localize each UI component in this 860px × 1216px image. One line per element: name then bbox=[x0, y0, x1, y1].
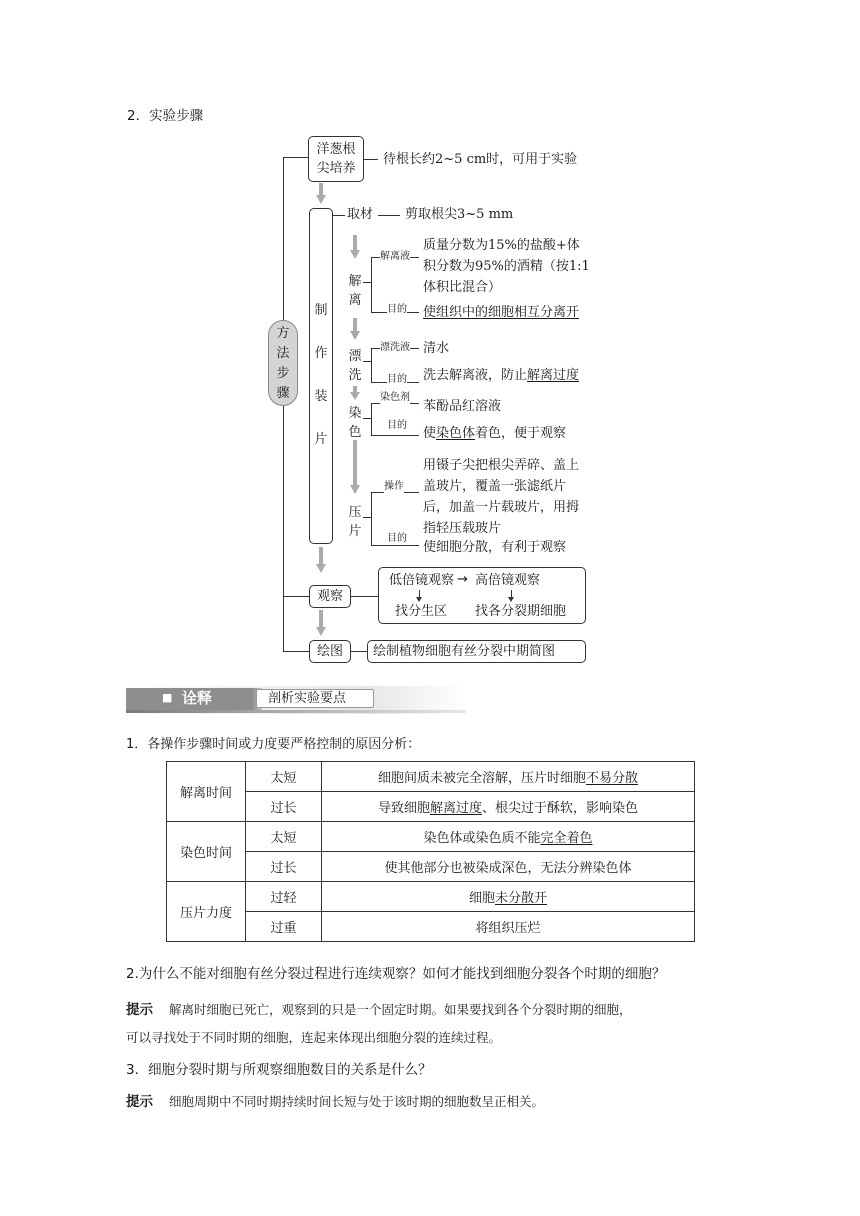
q3-hint: 提示 细胞周期中不同时期持续时间长短与处于该时期的细胞数呈正相关。 bbox=[126, 1094, 545, 1110]
sampling-label: 取材 bbox=[347, 207, 374, 222]
purpose-tag: 目的 bbox=[387, 304, 407, 315]
group-cell: 解离时间 bbox=[167, 762, 246, 822]
make-slide-box bbox=[309, 208, 333, 544]
rinsing-fluid-tag: 漂洗液 bbox=[380, 342, 410, 353]
rinsing-label: 漂 洗 bbox=[348, 349, 362, 383]
q2-title: 2.为什么不能对细胞有丝分裂过程进行连续观察？如何才能找到细胞分裂各个时期的细胞？ bbox=[126, 966, 666, 982]
reason-cell: 细胞间质未被完全溶解，压片时细胞不易分散 bbox=[322, 762, 695, 792]
stain-text: 苯酚品红溶液 bbox=[423, 399, 502, 414]
down-arrow-icon bbox=[316, 610, 326, 638]
down-arrow-icon bbox=[350, 235, 360, 261]
find-phases-text: 找各分裂期细胞 bbox=[475, 604, 567, 619]
draw-box bbox=[309, 640, 351, 663]
q1-title: 1．各操作步骤时间或力度要严格控制的原因分析： bbox=[126, 737, 421, 752]
reason-cell: 染色体或染色质不能完全着色 bbox=[322, 822, 695, 852]
table-row bbox=[167, 852, 695, 882]
pressing-operation-text: 用镊子尖把根尖弄碎、盖上 盖玻片，覆盖一张滤纸片 后，加盖一片载玻片，用拇 指轻压载玻片 bbox=[423, 458, 580, 536]
table-row bbox=[167, 822, 695, 852]
table-row bbox=[167, 912, 695, 942]
dissociation-purpose: 使组织中的细胞相互分离开 bbox=[423, 305, 580, 320]
down-arrow-icon bbox=[316, 183, 326, 205]
observe-detail-box bbox=[378, 567, 586, 624]
onion-root-culture-box bbox=[308, 136, 364, 182]
reason-cell: 使其他部分也被染成深色，无法分辨染色体 bbox=[322, 852, 695, 882]
interpretation-banner bbox=[126, 686, 466, 714]
find-meristem-text: 找分生区 bbox=[395, 604, 448, 619]
make-char: 制 bbox=[314, 303, 328, 318]
node-label: 尖培养 bbox=[316, 161, 356, 176]
down-arrow-icon bbox=[316, 547, 326, 575]
down-arrow-icon bbox=[350, 440, 360, 496]
observe-label: 观察 bbox=[316, 589, 343, 604]
observe-box bbox=[309, 585, 351, 608]
banner-subtitle: 剖析实验要点 bbox=[268, 691, 347, 706]
stain-tag: 染色剂 bbox=[380, 392, 410, 403]
node-label: 洋葱根 bbox=[316, 142, 356, 157]
condition-cell: 过长 bbox=[246, 792, 322, 822]
reason-cell: 将组织压烂 bbox=[322, 912, 695, 942]
q2-hint-line2: 可以寻找处于不同时期的细胞，连起来体现出细胞分裂的连续过程。 bbox=[126, 1030, 502, 1045]
condition-cell: 过轻 bbox=[246, 882, 322, 912]
purpose-tag: 目的 bbox=[387, 533, 407, 544]
right-arrow-icon: → bbox=[457, 572, 468, 587]
down-arrow-icon bbox=[350, 386, 360, 402]
condition-cell: 过重 bbox=[246, 912, 322, 942]
condition-cell: 太短 bbox=[246, 762, 322, 792]
q3-title: 3．细胞分裂时期与所观察细胞数目的关系是什么？ bbox=[126, 1062, 432, 1078]
rinsing-purpose: 洗去解离液，防止解离过度 bbox=[423, 368, 580, 383]
banner-title: 诠释 bbox=[182, 689, 213, 707]
purpose-tag: 目的 bbox=[387, 420, 407, 431]
rinsing-fluid-text: 清水 bbox=[423, 341, 450, 356]
down-arrow-icon bbox=[350, 318, 360, 342]
dissociation-fluid-tag: 解离液 bbox=[380, 251, 410, 262]
sampling-note: 剪取根尖3~5 mm bbox=[405, 207, 514, 222]
staining-purpose: 使染色体着色，便于观察 bbox=[423, 426, 567, 441]
operation-tag: 操作 bbox=[384, 481, 404, 492]
condition-cell: 过长 bbox=[246, 852, 322, 882]
condition-cell: 太短 bbox=[246, 822, 322, 852]
section-title: 2．实验步骤 bbox=[127, 108, 204, 124]
reason-cell: 细胞未分散开 bbox=[322, 882, 695, 912]
culture-note: 待根长约2~5 cm时，可用于实验 bbox=[383, 152, 578, 167]
table-row bbox=[167, 882, 695, 912]
reason-cell: 导致细胞解离过度、根尖过于酥软，影响染色 bbox=[322, 792, 695, 822]
staining-label: 染 色 bbox=[348, 406, 362, 440]
purpose-tag: 目的 bbox=[387, 374, 407, 385]
draw-label: 绘图 bbox=[316, 644, 343, 659]
group-cell: 压片力度 bbox=[167, 882, 246, 942]
make-char: 作 bbox=[314, 346, 328, 361]
pressing-label: 压 片 bbox=[348, 505, 362, 539]
q2-hint: 提示 解离时细胞已死亡，观察到的只是一个固定时期。如果要找到各个分裂时期的细胞， bbox=[126, 1002, 632, 1018]
high-power-text: 高倍镜观察 bbox=[475, 573, 541, 588]
make-char: 装 bbox=[314, 389, 328, 404]
dissociation-label: 解 离 bbox=[348, 274, 362, 308]
method-steps-label: 方 法 步 骤 bbox=[268, 320, 298, 406]
table-row bbox=[167, 792, 695, 822]
group-cell: 染色时间 bbox=[167, 822, 246, 882]
table-row bbox=[167, 762, 695, 792]
square-bullet-icon: ■ bbox=[162, 691, 173, 704]
dissociation-fluid-text: 质量分数为15%的盐酸+体 积分数为95%的酒精（按1:1 体积比混合） bbox=[423, 238, 590, 295]
pressing-purpose: 使细胞分散，有利于观察 bbox=[423, 540, 567, 555]
low-power-text: 低倍镜观察 bbox=[389, 573, 455, 588]
make-char: 片 bbox=[314, 432, 328, 447]
reason-table bbox=[166, 761, 695, 942]
draw-note-box bbox=[367, 640, 586, 663]
draw-note: 绘制植物细胞有丝分裂中期简图 bbox=[373, 644, 556, 659]
